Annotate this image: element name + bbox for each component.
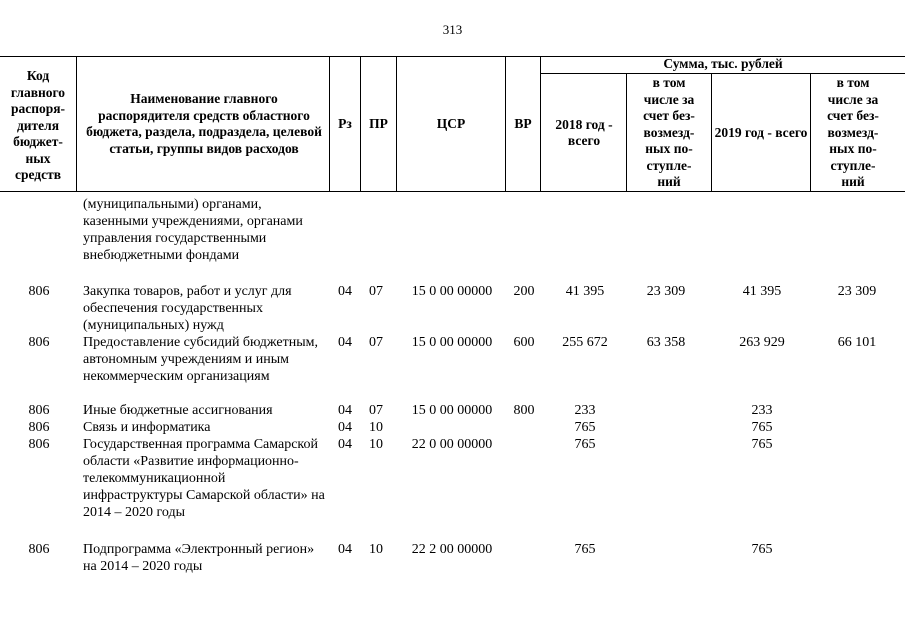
cell-vr: 800 xyxy=(513,403,535,418)
cell-2019-free: 66 101 xyxy=(837,335,877,350)
cell-rz: 04 xyxy=(338,437,352,452)
header-2018-free: в том числе за счет без- возмезд- ных по- ступле- ний xyxy=(643,75,695,190)
cell-code: 806 xyxy=(28,420,50,435)
cell-csr: 15 0 00 00000 xyxy=(411,403,493,418)
col-divider xyxy=(810,73,811,192)
header-csr: ЦСР xyxy=(436,115,466,131)
cell-name: Иные бюджетные ассигнования xyxy=(83,403,273,418)
cell-pr: 10 xyxy=(369,420,383,435)
cell-csr: 15 0 00 00000 xyxy=(411,284,493,299)
cell-name: (муниципальными) органами, казенными учреждениями, органами управления государственными внебюджетными фондами xyxy=(83,197,303,263)
cell-2018-total: 233 xyxy=(574,403,596,418)
cell-name: Связь и информатика xyxy=(83,420,211,435)
header-sum-group: Сумма, тыс. рублей xyxy=(663,56,783,72)
cell-pr: 07 xyxy=(369,403,383,418)
col-divider xyxy=(711,73,712,192)
cell-2018-free: 23 309 xyxy=(646,284,686,299)
header-rz: Рз xyxy=(338,115,352,131)
cell-2019-free: 23 309 xyxy=(837,284,877,299)
cell-2019-total: 263 929 xyxy=(739,335,785,350)
cell-code: 806 xyxy=(28,542,50,557)
cell-2019-total: 765 xyxy=(751,437,773,452)
cell-rz: 04 xyxy=(338,284,352,299)
cell-csr: 22 0 00 00000 xyxy=(411,437,493,452)
cell-2018-total: 765 xyxy=(574,437,596,452)
col-divider xyxy=(540,56,541,192)
cell-name: Государственная программа Самарской области «Развитие информационно-телекоммуникационной инфраструктуры Самарской области» на 2014 – 2020 годы xyxy=(83,437,325,520)
cell-name: Предоставление субсидий бюджетным, автономным учреждениям и иным некоммерческим организациям xyxy=(83,335,319,384)
cell-code: 806 xyxy=(28,437,50,452)
col-divider xyxy=(76,56,77,192)
cell-rz: 04 xyxy=(338,420,352,435)
header-code: Код главного распоря- дителя бюджет- ных средств xyxy=(10,68,66,183)
cell-vr: 600 xyxy=(513,335,535,350)
cell-2018-total: 41 395 xyxy=(565,284,605,299)
cell-2019-total: 233 xyxy=(751,403,773,418)
header-vr: ВР xyxy=(514,115,532,131)
cell-2018-total: 255 672 xyxy=(562,335,608,350)
cell-pr: 07 xyxy=(369,335,383,350)
cell-code: 806 xyxy=(28,403,50,418)
header-name: Наименование главного распорядителя средств областного бюджета, раздела, подраздела, целевой статьи, группы видов расходов xyxy=(86,91,322,156)
cell-name: Закупка товаров, работ и услуг для обеспечения государственных (муниципальных) нужд xyxy=(83,284,292,333)
header-2019-total: 2019 год - всего xyxy=(714,124,808,140)
cell-pr: 10 xyxy=(369,437,383,452)
cell-pr: 10 xyxy=(369,542,383,557)
cell-csr: 22 2 00 00000 xyxy=(411,542,493,557)
header-2019-free: в том числе за счет без- возмезд- ных по- ступле- ний xyxy=(827,75,879,190)
cell-rz: 04 xyxy=(338,542,352,557)
cell-code: 806 xyxy=(28,335,50,350)
cell-pr: 07 xyxy=(369,284,383,299)
cell-2018-total: 765 xyxy=(574,542,596,557)
cell-2018-free: 63 358 xyxy=(646,335,686,350)
cell-2019-total: 41 395 xyxy=(742,284,782,299)
cell-csr: 15 0 00 00000 xyxy=(411,335,493,350)
cell-name: Подпрограмма «Электронный регион» на 2014 – 2020 годы xyxy=(83,542,315,574)
cell-vr: 200 xyxy=(513,284,535,299)
cell-2019-total: 765 xyxy=(751,420,773,435)
cell-rz: 04 xyxy=(338,403,352,418)
table-header xyxy=(0,56,905,192)
cell-2019-total: 765 xyxy=(751,542,773,557)
cell-2018-total: 765 xyxy=(574,420,596,435)
page-number: 313 xyxy=(442,22,463,37)
col-divider xyxy=(626,73,627,192)
cell-code: 806 xyxy=(28,284,50,299)
cell-rz: 04 xyxy=(338,335,352,350)
header-2018-total: 2018 год - всего xyxy=(555,116,613,148)
header-pr: ПР xyxy=(369,115,388,131)
